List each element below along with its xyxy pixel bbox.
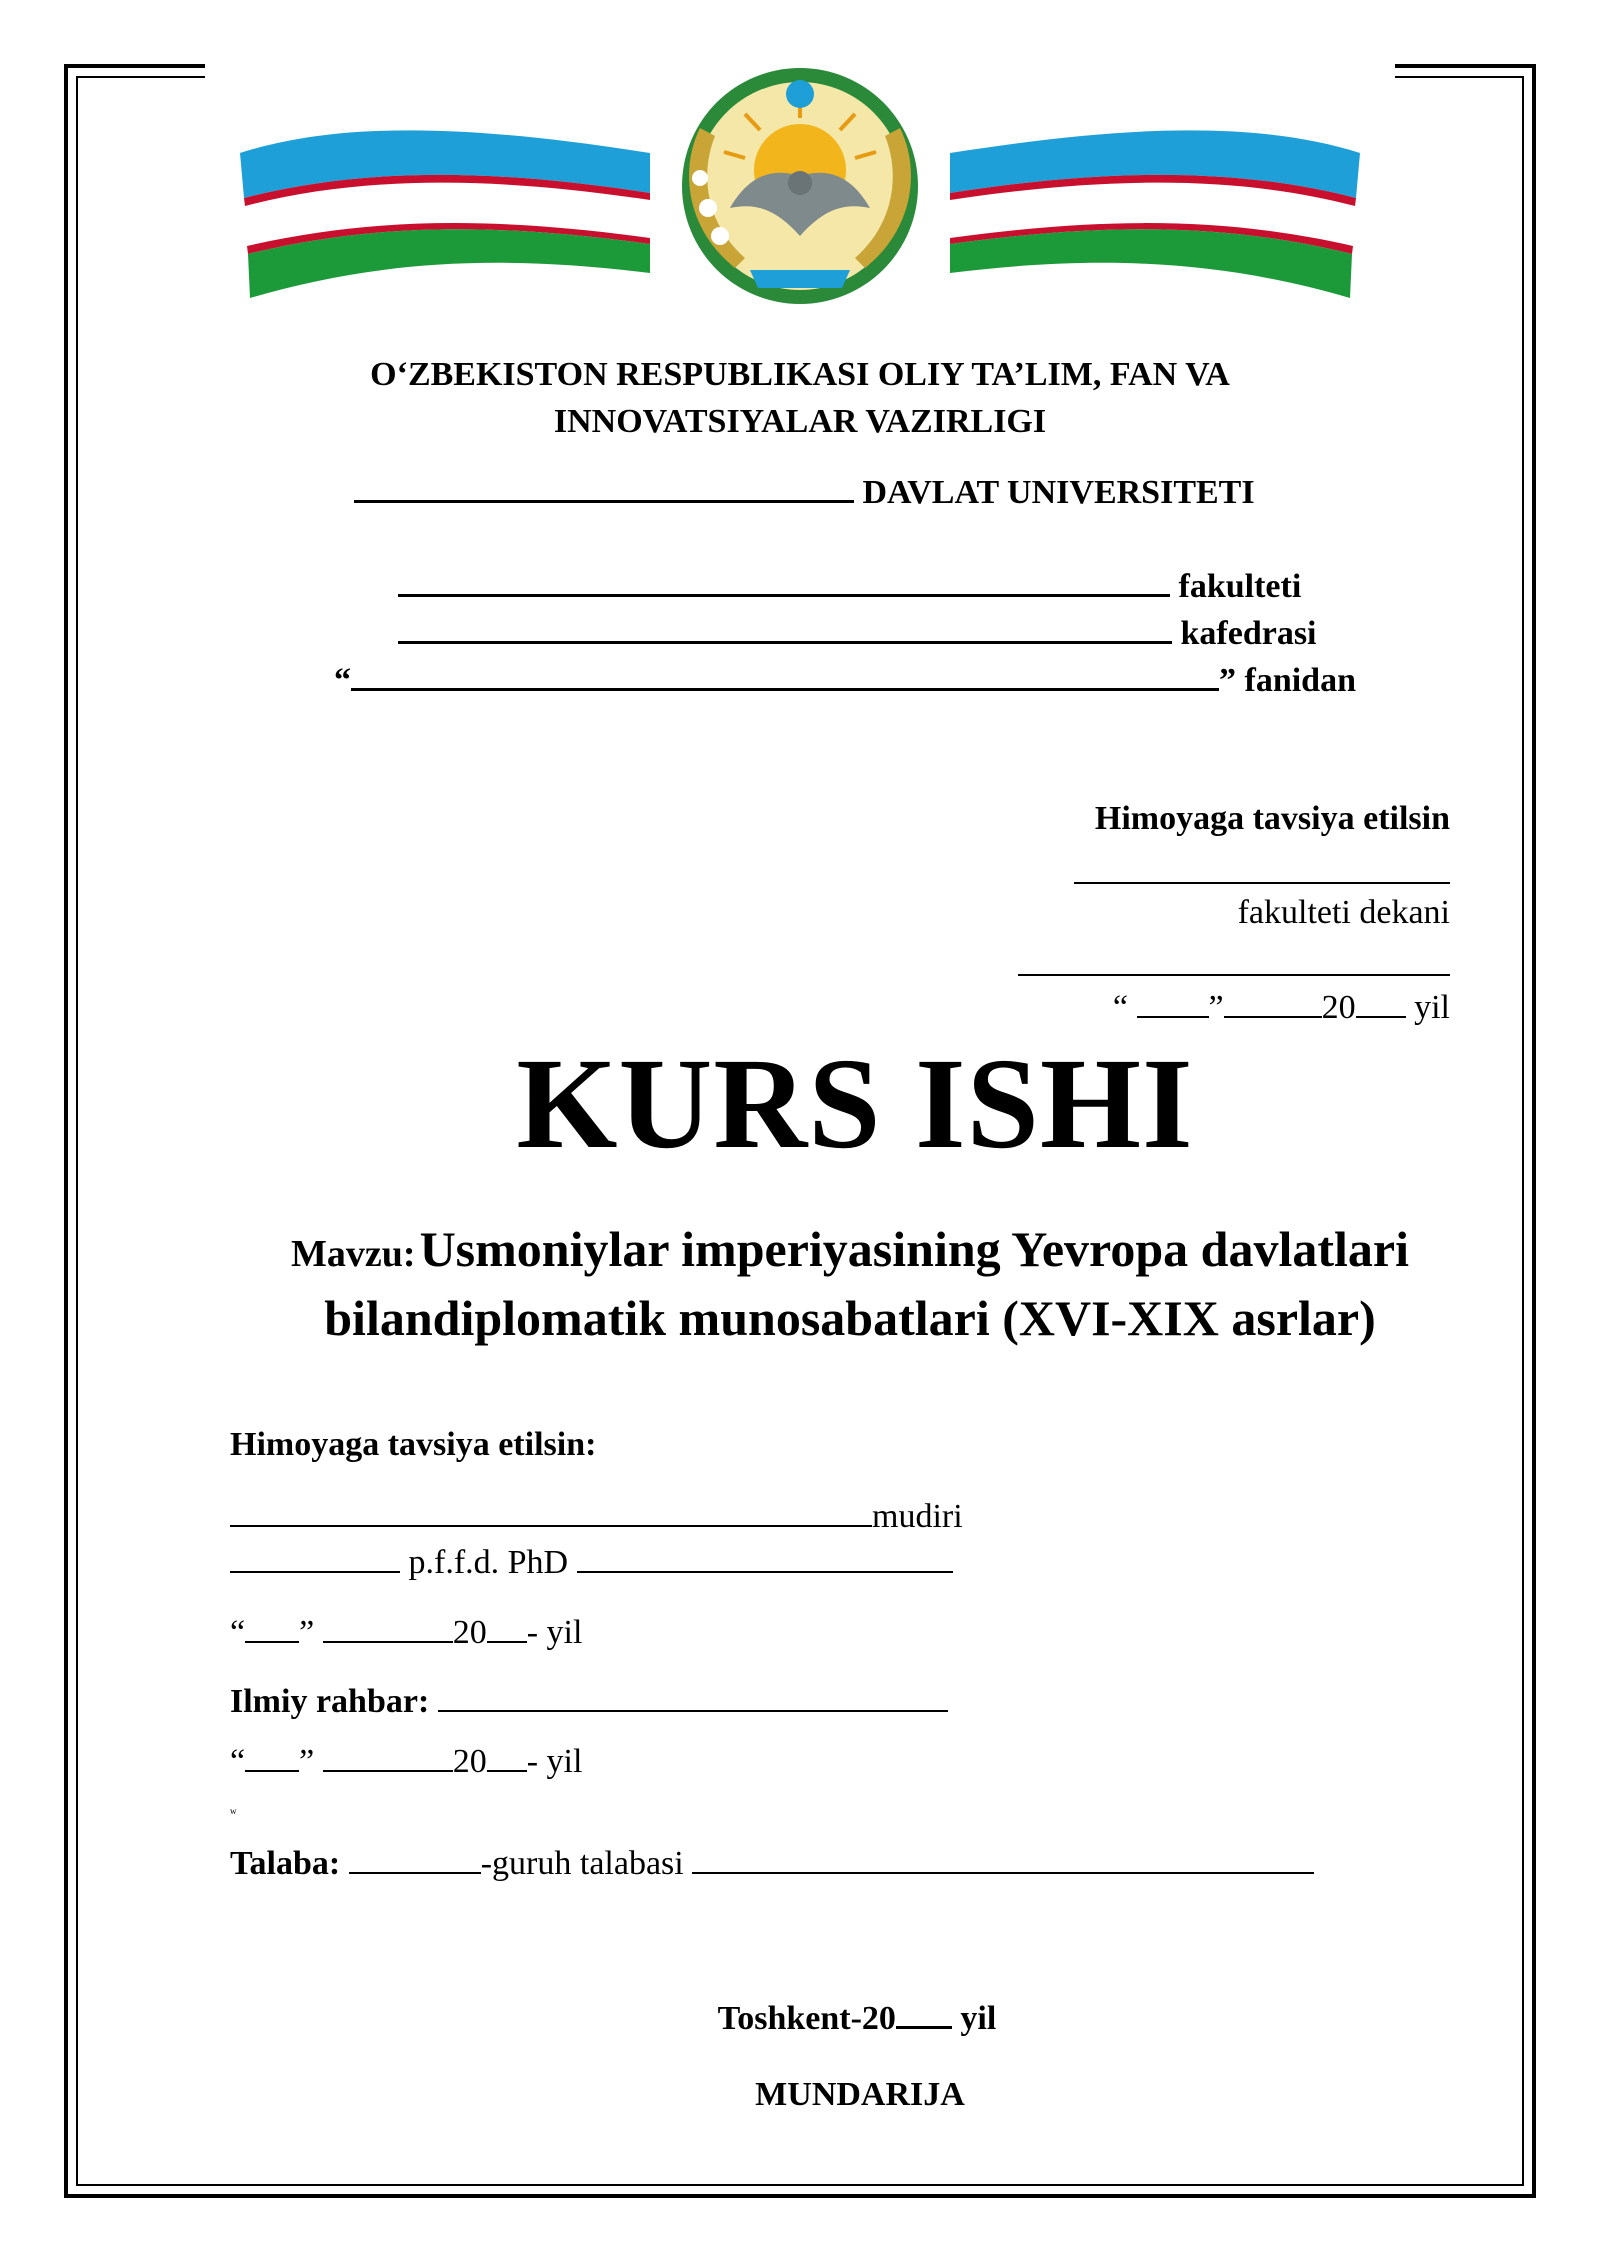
topic-text-2: bilandiplomatik munosabatlari (XVI-XIX asrlar) (324, 1290, 1376, 1346)
date-quote-open: “ (1112, 989, 1137, 1026)
faculty-line (398, 562, 1301, 610)
student-group-blank[interactable] (349, 1840, 481, 1874)
city-suffix: yil (951, 2000, 997, 2037)
date2-close: ” (299, 1743, 323, 1780)
contents-heading: MUNDARIJA (755, 2076, 965, 2113)
document-title: KURS ISHI (516, 1032, 1194, 1176)
subject-open-quote: “ (334, 662, 351, 699)
ministry-line-1: O‘ZBEKISTON RESPUBLIKASI OLIY TA’LIM, FAN VA (370, 356, 1230, 393)
head-name-blank[interactable] (577, 1539, 953, 1573)
supervisor-line (230, 1678, 948, 1725)
subject-name-blank[interactable] (351, 656, 1219, 691)
degree-line (230, 1539, 953, 1586)
date2-year: 20 (452, 1743, 487, 1780)
student-line (230, 1840, 1314, 1887)
topic-text-1: Usmoniylar imperiyasining Yevropa davlatlari (419, 1221, 1409, 1277)
dean-faculty-blank[interactable] (1074, 858, 1450, 884)
dean-label: fakulteti dekani (1237, 894, 1450, 931)
tiny-mark: w (230, 1806, 237, 1816)
date1-year-blank[interactable] (487, 1609, 527, 1643)
degree-prefix-blank[interactable] (230, 1539, 400, 1573)
subject-line (334, 656, 1356, 704)
date1-day-blank[interactable] (245, 1609, 299, 1643)
topic-label: Mavzu: (291, 1233, 416, 1275)
department-name-blank[interactable] (398, 609, 1172, 644)
approval-top-date (1113, 984, 1450, 1031)
date-day-blank[interactable] (1137, 984, 1209, 1018)
date2-open: “ (230, 1743, 246, 1780)
date-year-blank[interactable] (1356, 984, 1406, 1018)
department-line (398, 609, 1317, 657)
date2-month-blank[interactable] (323, 1738, 453, 1772)
ministry-line-2: INNOVATSIYALAR VAZIRLIGI (553, 403, 1047, 440)
head-line (230, 1493, 963, 1540)
student-label: Talaba: (230, 1845, 341, 1882)
date-quote-close: ” (1208, 989, 1224, 1026)
date2-day-blank[interactable] (245, 1738, 299, 1772)
student-name-blank[interactable] (692, 1840, 1314, 1874)
city-year-line (0, 1994, 1600, 2042)
degree-label: p.f.f.d. PhD (408, 1544, 569, 1581)
department-suffix: kafedrasi (1180, 615, 1317, 652)
subject-suffix: ” fanidan (1219, 662, 1356, 699)
university-line (354, 468, 1255, 516)
uzbekistan-emblem-banner-icon (230, 58, 1370, 308)
date-month-blank[interactable] (1224, 984, 1322, 1018)
approval-bottom-heading: Himoyaga tavsiya etilsin: (230, 1426, 597, 1463)
faculty-name-blank[interactable] (398, 562, 1170, 597)
date1-suffix: - yil (526, 1614, 583, 1651)
date1-year: 20 (452, 1614, 487, 1651)
city-prefix: Toshkent-20 (717, 2000, 896, 2037)
date-year-prefix: 20 (1321, 989, 1356, 1026)
date-suffix: yil (1405, 989, 1450, 1026)
topic-line-1 (200, 1214, 1500, 1284)
supervisor-label: Ilmiy rahbar: (230, 1683, 430, 1720)
approval-top-heading: Himoyaga tavsiya etilsin (1094, 800, 1450, 837)
head-department-blank[interactable] (230, 1493, 872, 1527)
university-suffix: DAVLAT UNIVERSITETI (862, 474, 1255, 511)
supervisor-name-blank[interactable] (438, 1678, 948, 1712)
dean-name-blank[interactable] (1018, 950, 1450, 976)
date2-suffix: - yil (526, 1743, 583, 1780)
group-label: -guruh talabasi (480, 1845, 684, 1882)
head-label: mudiri (872, 1498, 963, 1535)
date1-close: ” (299, 1614, 323, 1651)
date2-year-blank[interactable] (487, 1738, 527, 1772)
date-line-1 (230, 1609, 582, 1656)
city-year-blank[interactable] (896, 1994, 952, 2029)
university-name-blank[interactable] (354, 468, 854, 503)
date1-month-blank[interactable] (323, 1609, 453, 1643)
date-line-2 (230, 1738, 582, 1785)
faculty-suffix: fakulteti (1178, 568, 1302, 605)
date1-open: “ (230, 1614, 246, 1651)
